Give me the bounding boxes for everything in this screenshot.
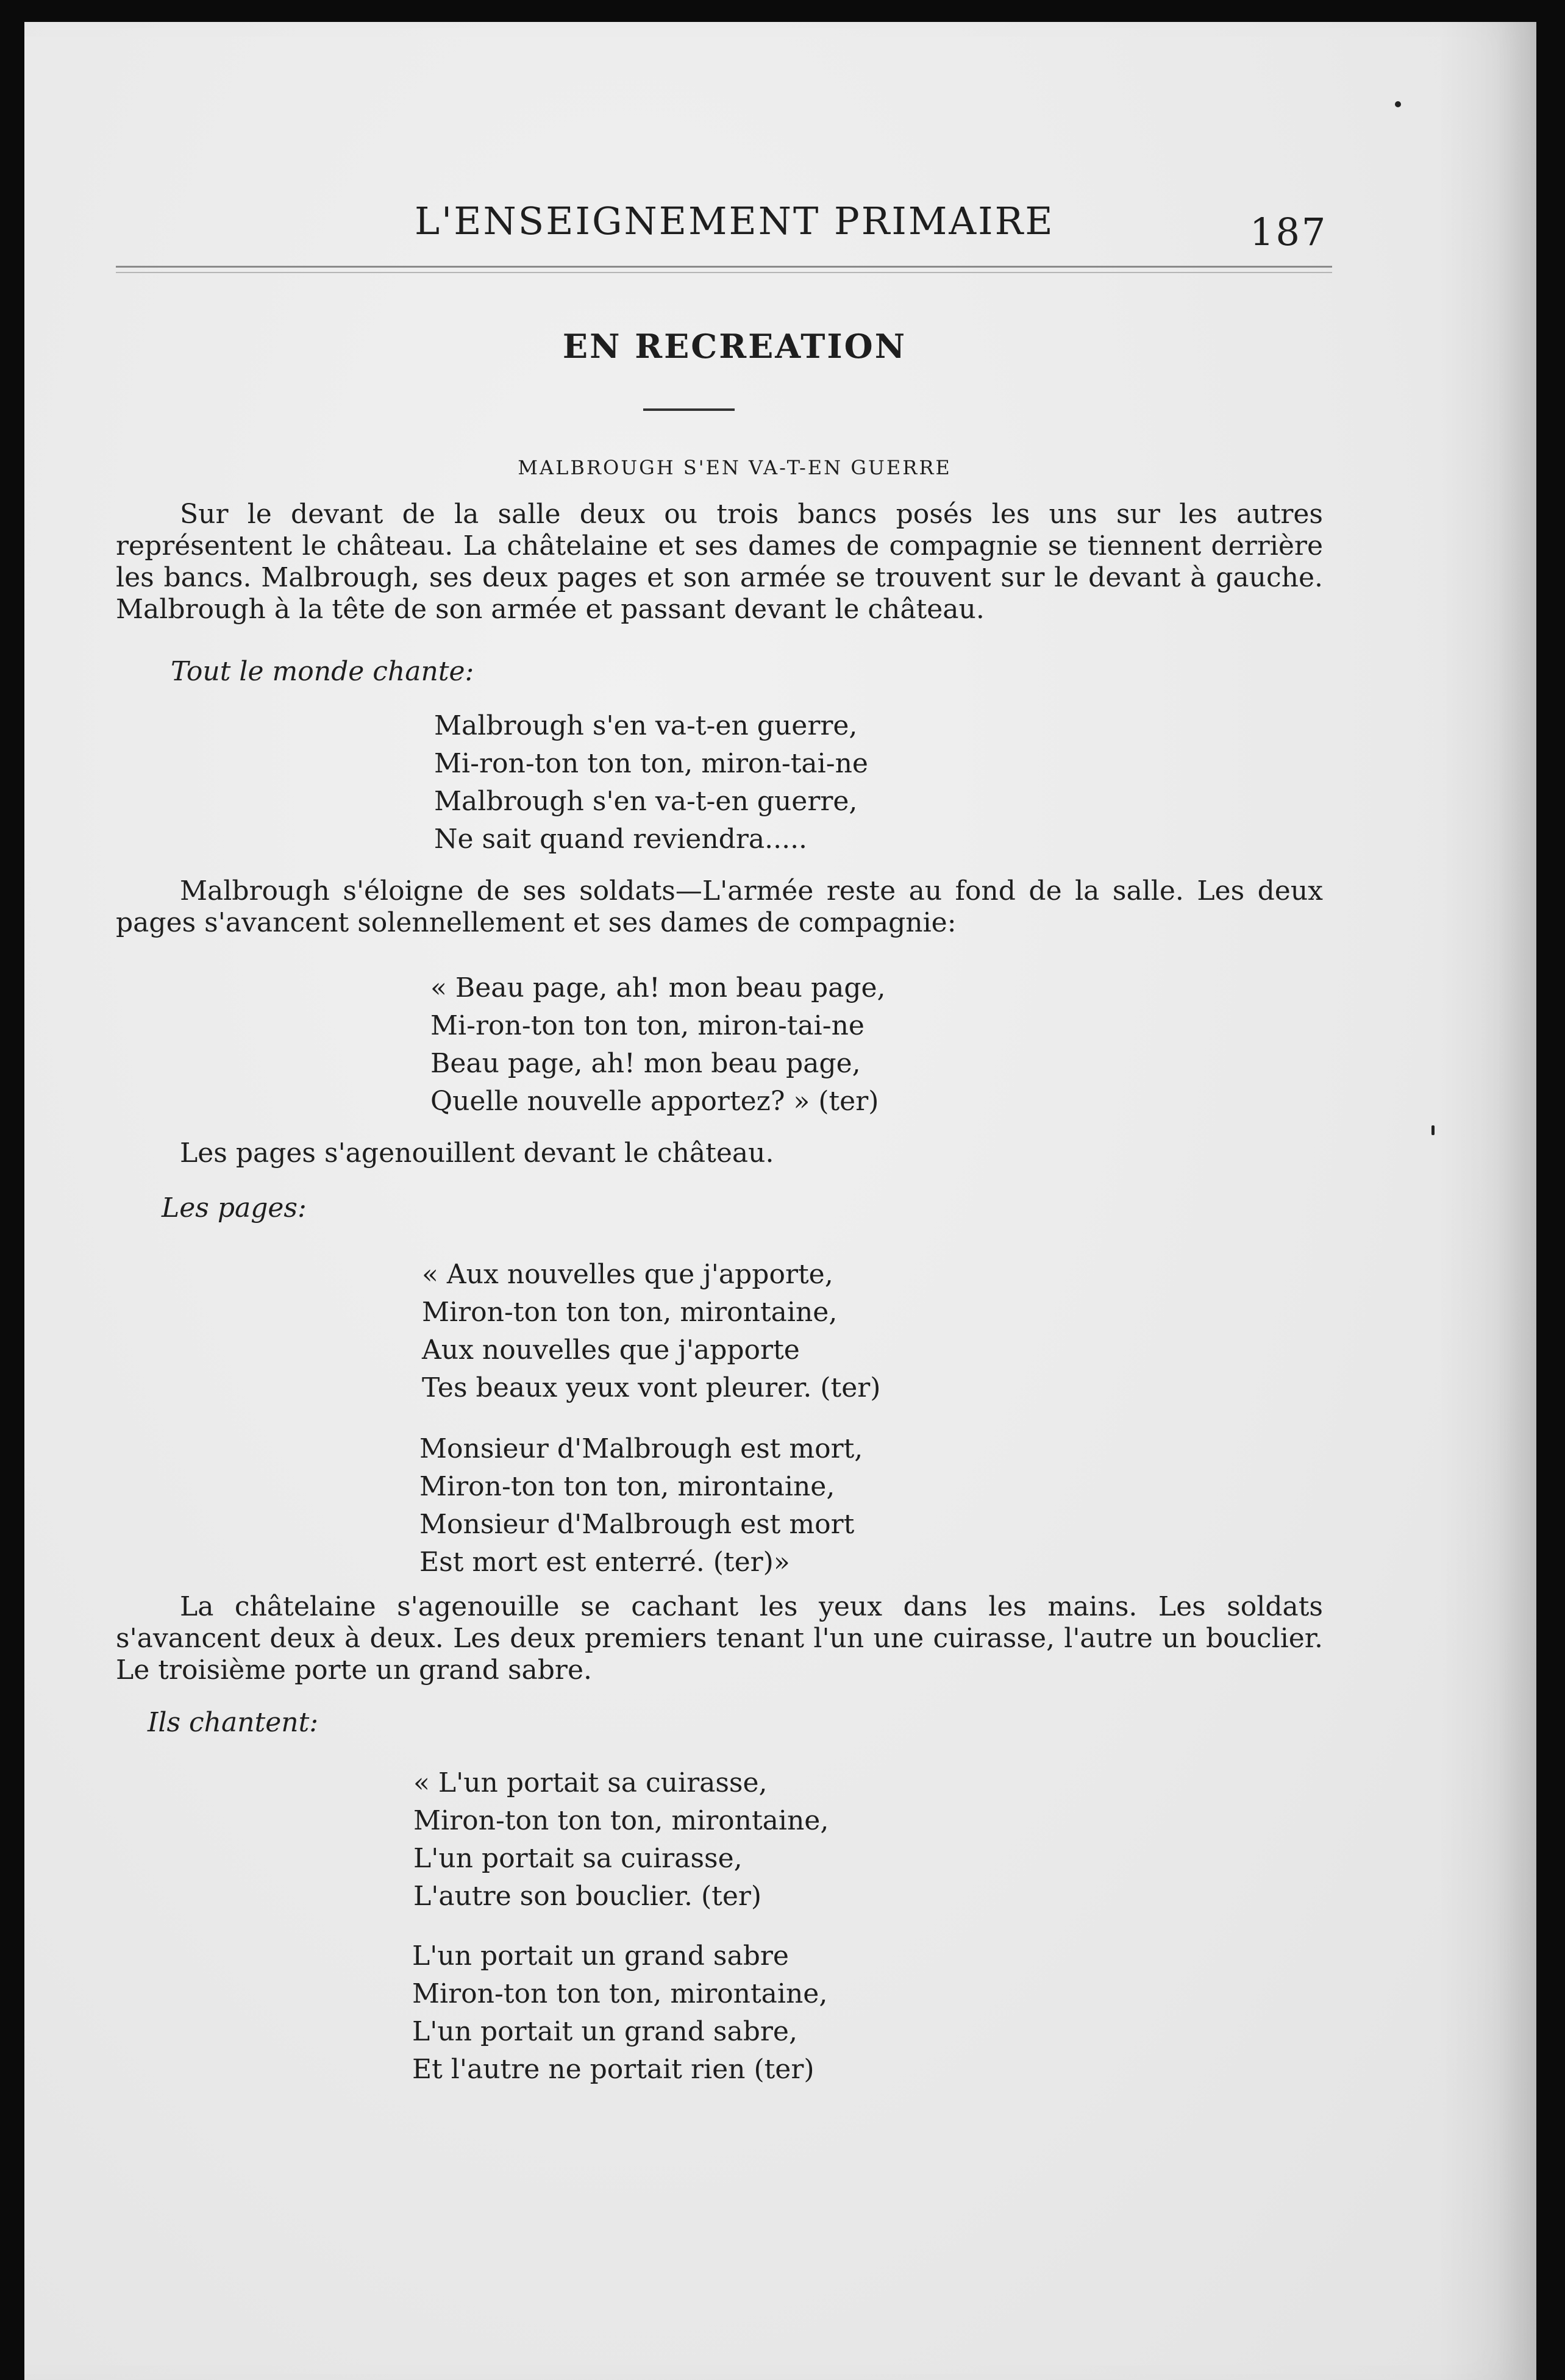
verse-block-1	[434, 707, 868, 858]
cue-les-pages: Les pages:	[162, 1192, 307, 1224]
verse-line: Malbrough s'en va-t-en guerre,	[434, 786, 858, 817]
verse-block-5	[413, 1764, 829, 1915]
cue-tout-le-monde: Tout le monde chante:	[171, 656, 474, 687]
paragraph-4	[116, 1591, 1323, 1686]
verse-block-6	[412, 1937, 827, 2089]
verse-line: Miron-ton ton ton, mirontaine,	[412, 1978, 828, 2009]
verse-line: Est mort est enterré. (ter)»	[419, 1547, 790, 1578]
title-divider	[643, 408, 735, 411]
paragraph-1-text: Sur le devant de la salle deux ou trois bancs posés les uns sur les autres représentent le château. La châtelaine et ses dames de compagnie se tiennent derrière les bancs. Malbrough, ses deux pages et son armée se trouvent sur le devant à gauche. Malbrough à la tête de son armée et passant devant le château.	[116, 499, 1323, 625]
paragraph-2-text: Malbrough s'éloigne de ses soldats—L'armée reste au fond de la salle. Les deux pages s'avancent solennellement et ses dames de compagnie:	[116, 875, 1323, 938]
scan-speck	[1395, 101, 1401, 107]
header-rule	[116, 266, 1332, 268]
verse-line: Miron-ton ton ton, mirontaine,	[419, 1471, 835, 1502]
verse-line: L'un portait un grand sabre,	[412, 2016, 797, 2047]
paragraph-1	[116, 499, 1323, 625]
verse-line: Miron-ton ton ton, mirontaine,	[413, 1805, 829, 1836]
section-title: EN RECREATION	[562, 327, 907, 366]
verse-line: L'un portait sa cuirasse,	[413, 1843, 743, 1874]
paragraph-3-text: Les pages s'agenouillent devant le château.	[180, 1138, 774, 1169]
verse-line: Miron-ton ton ton, mirontaine,	[422, 1297, 838, 1328]
verse-block-3	[422, 1256, 880, 1407]
verse-line: Ne sait quand reviendra.....	[434, 824, 808, 855]
verse-line: Aux nouvelles que j'apporte	[422, 1334, 800, 1366]
verse-line: Monsieur d'Malbrough est mort,	[419, 1433, 863, 1464]
paragraph-2	[116, 875, 1323, 939]
verse-block-4	[419, 1430, 863, 1581]
verse-line: « L'un portait sa cuirasse,	[413, 1767, 768, 1798]
verse-block-2	[430, 969, 886, 1121]
verse-line: Malbrough s'en va-t-en guerre,	[434, 710, 858, 741]
verse-line: Mi-ron-ton ton ton, miron-tai-ne	[430, 1010, 864, 1041]
running-title: L'ENSEIGNEMENT PRIMAIRE	[415, 199, 1055, 243]
verse-line: Et l'autre ne portait rien (ter)	[412, 2054, 815, 2085]
book-page	[24, 22, 1536, 2380]
paragraph-3	[116, 1138, 1323, 1169]
page-number: 187	[1250, 210, 1328, 254]
verse-line: Beau page, ah! mon beau page,	[430, 1048, 861, 1079]
scan-speck	[1431, 1125, 1435, 1135]
paragraph-4-text: La châtelaine s'agenouille se cachant les yeux dans les mains. Les soldats s'avancent deux à deux. Les deux premiers tenant l'un une cuirasse, l'autre un bouclier. Le troisième porte un grand sabre.	[116, 1591, 1323, 1686]
verse-line: L'un portait un grand sabre	[412, 1940, 789, 1972]
verse-line: Mi-ron-ton ton ton, miron-tai-ne	[434, 748, 868, 779]
verse-line: « Beau page, ah! mon beau page,	[430, 972, 886, 1003]
verse-line: Monsieur d'Malbrough est mort	[419, 1509, 855, 1540]
verse-line: Quelle nouvelle apportez? » (ter)	[430, 1086, 879, 1117]
header-rule-secondary	[116, 272, 1332, 273]
verse-line: « Aux nouvelles que j'apporte,	[422, 1259, 833, 1290]
verse-line: Tes beaux yeux vont pleurer. (ter)	[422, 1372, 881, 1403]
verse-line: L'autre son bouclier. (ter)	[413, 1881, 762, 1912]
cue-ils-chantent: Ils chantent:	[148, 1707, 319, 1738]
section-subtitle: MALBROUGH S'EN VA-T-EN GUERRE	[518, 456, 952, 479]
page-edge-shadow	[1439, 22, 1536, 2380]
